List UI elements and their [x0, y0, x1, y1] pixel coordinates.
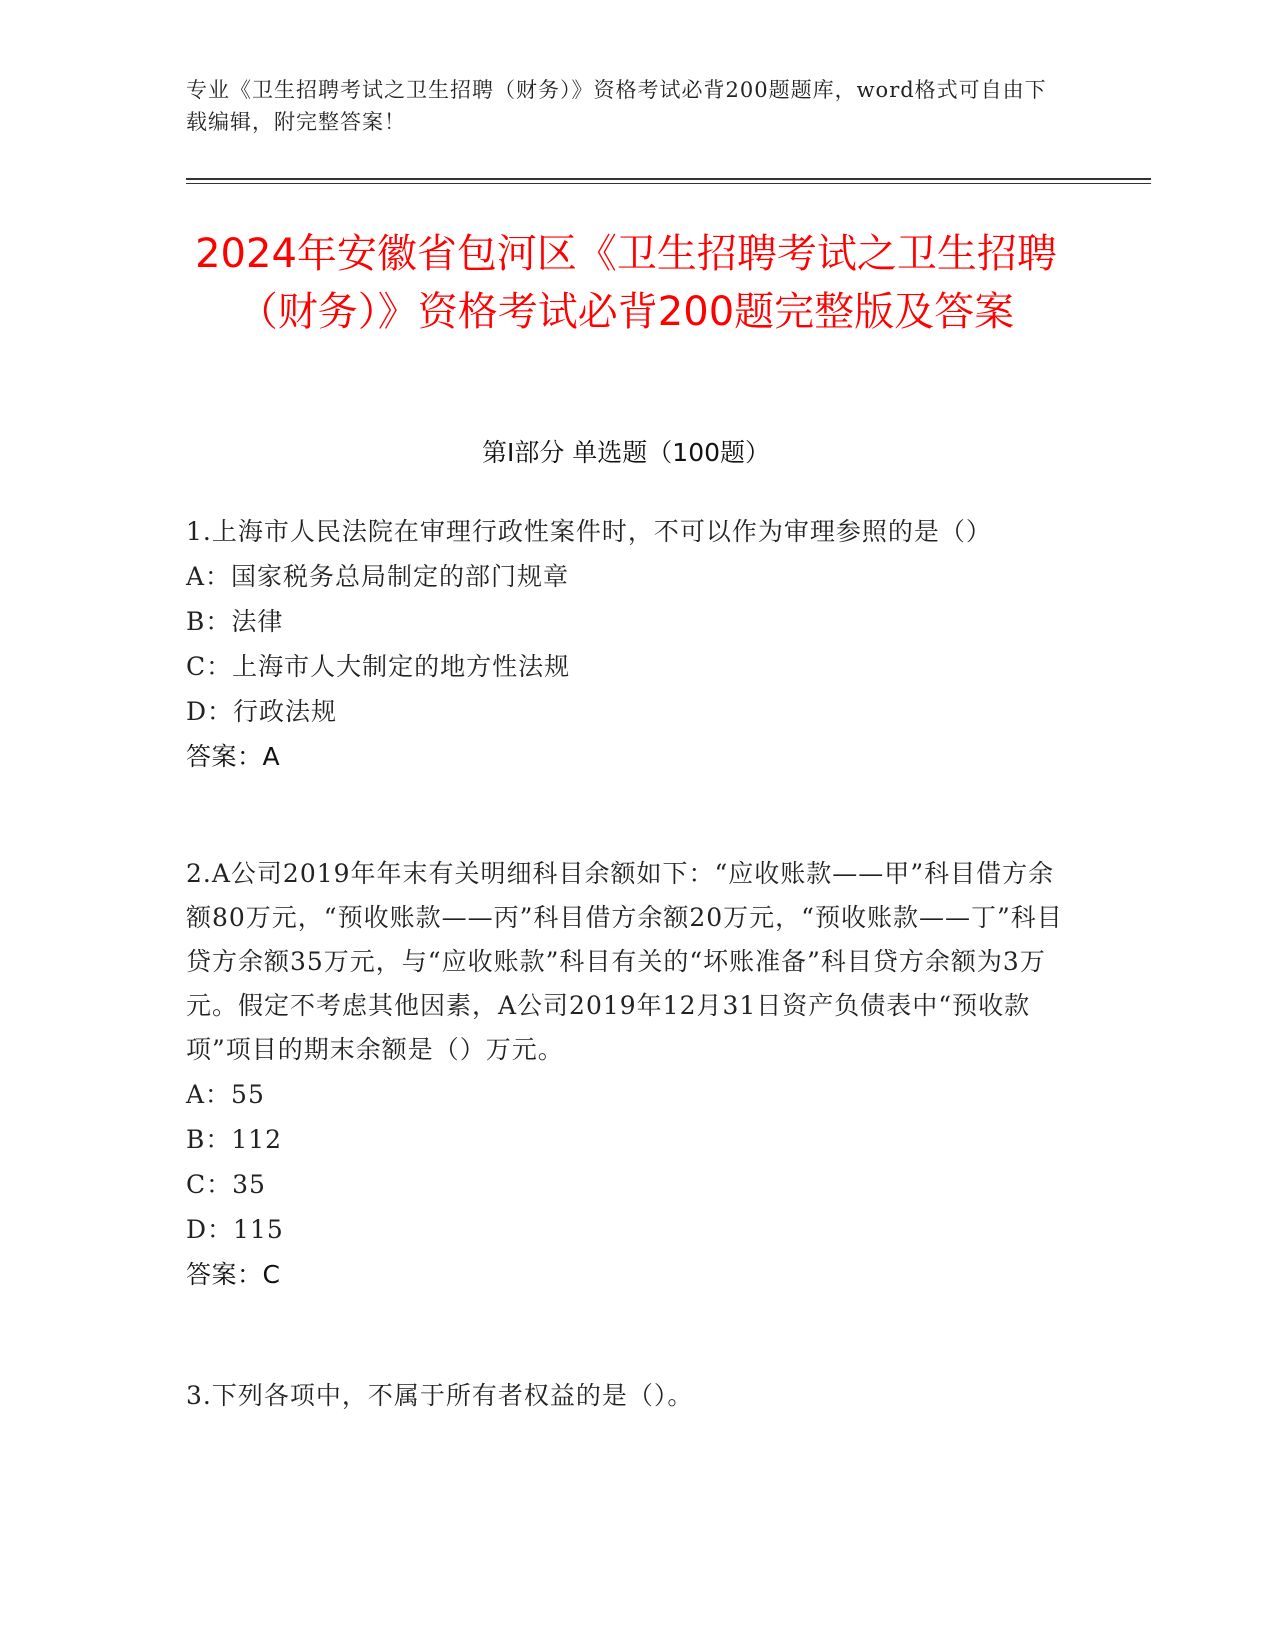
document-title: 2024年安徽省包河区《卫生招聘考试之卫生招聘（财务）》资格考试必背200题完整版及答案 [195, 231, 1057, 335]
option-d: D：行政法规 [186, 697, 338, 726]
header-rule-thick [186, 178, 1151, 180]
header-rule-thin [186, 183, 1151, 184]
question-1 [186, 510, 1066, 779]
section-heading: 第I部分 单选题（100题） [481, 438, 771, 467]
option-b: B：112 [186, 1125, 283, 1154]
header-note: 专业《卫生招聘考试之卫生招聘（财务）》资格考试必背200题题库，word格式可自由下载编辑，附完整答案！ [186, 78, 1047, 134]
question-2 [186, 852, 1066, 1297]
option-d: D：115 [186, 1215, 284, 1244]
option-a: A：55 [186, 1080, 265, 1109]
answer: 答案：A [186, 742, 281, 771]
question-stem: 2.A公司2019年年末有关明细科目余额如下：“应收账款——甲”科目借方余额80万元，“预收账款——丙”科目借方余额20万元，“预收账款——丁”科目贷方余额35万元，与“应收账款”科目有关的“坏账准备”科目贷方余额为3万元。假定不考虑其他因素，A公司2019年12月31日资产负债表中“预收款项”项目的期末余额是（）万元。 [186, 859, 1063, 1064]
option-b: B：法律 [186, 607, 284, 636]
question-stem: 3.下列各项中，不属于所有者权益的是（）。 [186, 1381, 694, 1410]
option-c: C：上海市人大制定的地方性法规 [186, 652, 571, 681]
option-a: A：国家税务总局制定的部门规章 [186, 562, 570, 591]
question-3 [186, 1374, 1066, 1418]
question-stem: 1.上海市人民法院在审理行政性案件时，不可以作为审理参照的是（） [186, 517, 992, 546]
option-c: C：35 [186, 1170, 266, 1199]
answer: 答案：C [186, 1260, 281, 1289]
